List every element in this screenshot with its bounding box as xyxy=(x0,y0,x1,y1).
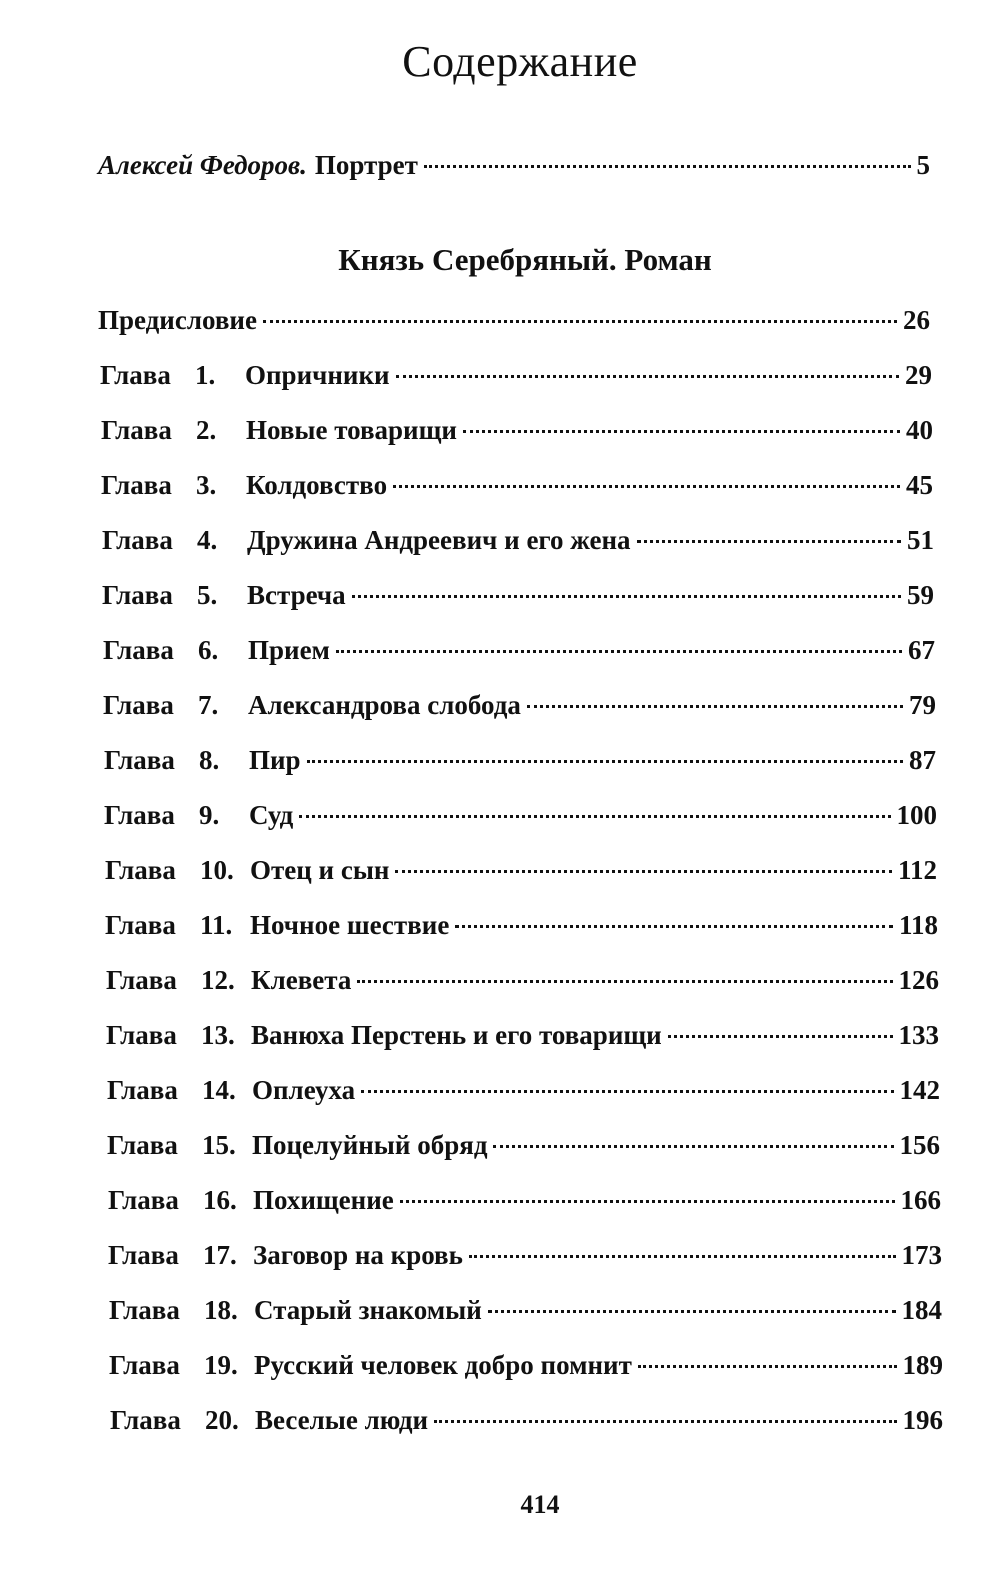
chapter-label: Глава xyxy=(104,745,175,775)
chapter-number: 5. xyxy=(197,580,218,610)
page-number: 414 xyxy=(520,1490,560,1519)
page-title: Содержание xyxy=(402,37,638,86)
toc-entry-chapter[interactable] xyxy=(101,415,933,446)
entry-page: 51 xyxy=(907,525,934,555)
dot-leader xyxy=(393,485,900,488)
dot-leader xyxy=(361,1090,893,1093)
entry-page: 29 xyxy=(905,360,932,390)
entry-title: Веселые люди xyxy=(255,1405,429,1435)
chapter-label: Глава xyxy=(105,910,176,940)
toc-entry-chapter[interactable] xyxy=(109,1295,942,1326)
entry-title: Прием xyxy=(248,635,330,665)
chapter-label: Глава xyxy=(108,1240,179,1270)
dot-leader xyxy=(527,705,903,708)
dot-leader xyxy=(395,870,892,873)
chapter-number: 7. xyxy=(198,690,219,720)
toc-entry-chapter[interactable] xyxy=(107,1075,940,1106)
entry-title: Ночное шествие xyxy=(250,910,450,940)
toc-entry-chapter[interactable] xyxy=(102,525,934,556)
chapter-label: Глава xyxy=(100,360,171,390)
toc-entry-chapter[interactable] xyxy=(101,470,933,501)
toc-entry-chapter[interactable] xyxy=(108,1185,941,1216)
chapter-number: 17. xyxy=(203,1240,237,1270)
toc-entry-chapter[interactable] xyxy=(104,800,937,831)
toc-entry-chapter[interactable] xyxy=(105,855,937,886)
toc-entry-chapter[interactable] xyxy=(102,580,934,611)
chapter-label: Глава xyxy=(105,855,176,885)
dot-leader xyxy=(396,375,899,378)
entry-title: Новые товарищи xyxy=(246,415,457,445)
dot-leader xyxy=(469,1255,896,1258)
dot-leader xyxy=(336,650,902,653)
entry-title: Похищение xyxy=(253,1185,394,1215)
entry-title: Ванюха Перстень и его товарищи xyxy=(251,1020,662,1050)
entry-title: Предисловие xyxy=(98,305,257,335)
entry-title: Александрова слобода xyxy=(248,690,521,720)
entry-title: Отец и сын xyxy=(250,855,390,885)
toc-entry-chapter[interactable] xyxy=(100,360,932,391)
toc-entry-chapter[interactable] xyxy=(105,910,938,941)
dot-leader xyxy=(434,1420,896,1423)
toc-entry-chapter[interactable] xyxy=(109,1350,943,1381)
chapter-number: 11. xyxy=(200,910,233,940)
entry-title: Портрет xyxy=(314,150,418,180)
entry-page: 45 xyxy=(906,470,933,500)
entry-title: Пир xyxy=(249,745,301,775)
entry-page: 87 xyxy=(909,745,936,775)
entry-page: 67 xyxy=(908,635,935,665)
toc-entry-chapter[interactable] xyxy=(107,1130,940,1161)
toc-entry-preface[interactable] xyxy=(98,305,930,336)
chapter-label: Глава xyxy=(104,800,175,830)
dot-leader xyxy=(463,430,900,433)
entry-title: Встреча xyxy=(247,580,346,610)
dot-leader xyxy=(357,980,892,983)
entry-page: 118 xyxy=(898,910,938,940)
entry-page: 133 xyxy=(898,1020,939,1050)
chapter-label: Глава xyxy=(107,1075,178,1105)
entry-title: Клевета xyxy=(251,965,352,995)
dot-leader xyxy=(352,595,901,598)
entry-title: Старый знакомый xyxy=(254,1295,482,1325)
chapter-number: 20. xyxy=(205,1405,239,1435)
entry-page: 173 xyxy=(901,1240,942,1270)
toc-entry-portrait[interactable] xyxy=(98,150,930,181)
dot-leader xyxy=(488,1310,896,1313)
dot-leader xyxy=(299,815,890,818)
chapter-label: Глава xyxy=(103,635,174,665)
chapter-number: 16. xyxy=(203,1185,237,1215)
dot-leader xyxy=(455,925,893,928)
entry-page: 189 xyxy=(902,1350,943,1380)
chapter-number: 15. xyxy=(202,1130,236,1160)
dot-leader xyxy=(493,1145,893,1148)
chapter-label: Глава xyxy=(109,1295,180,1325)
chapter-label: Глава xyxy=(109,1350,180,1380)
entry-page: 59 xyxy=(907,580,934,610)
chapter-label: Глава xyxy=(103,690,174,720)
chapter-label: Глава xyxy=(108,1185,179,1215)
entry-author: Алексей Федоров. xyxy=(98,150,307,180)
chapter-label: Глава xyxy=(110,1405,181,1435)
chapter-number: 10. xyxy=(200,855,234,885)
entry-title: Опричники xyxy=(245,360,390,390)
entry-page: 126 xyxy=(898,965,939,995)
entry-page: 142 xyxy=(899,1075,940,1105)
toc-entry-chapter[interactable] xyxy=(108,1240,942,1271)
entry-title: Колдовство xyxy=(246,470,388,500)
dot-leader xyxy=(400,1200,895,1203)
entry-page: 166 xyxy=(900,1185,941,1215)
dot-leader xyxy=(638,1365,897,1368)
entry-title: Дружина Андреевич и его жена xyxy=(247,525,631,555)
entry-page: 100 xyxy=(896,800,937,830)
chapter-number: 18. xyxy=(204,1295,238,1325)
chapter-number: 19. xyxy=(204,1350,238,1380)
toc-entry-chapter[interactable] xyxy=(103,635,935,666)
toc-entry-chapter[interactable] xyxy=(106,1020,939,1051)
chapter-label: Глава xyxy=(101,470,172,500)
entry-page: 26 xyxy=(903,305,930,335)
chapter-number: 14. xyxy=(202,1075,236,1105)
chapter-number: 13. xyxy=(201,1020,235,1050)
toc-entry-chapter[interactable] xyxy=(110,1405,943,1436)
chapter-number: 9. xyxy=(199,800,220,830)
dot-leader xyxy=(307,760,903,763)
chapter-number: 1. xyxy=(195,360,216,390)
entry-page: 156 xyxy=(899,1130,940,1160)
entry-page: 196 xyxy=(902,1405,943,1435)
chapter-number: 8. xyxy=(199,745,220,775)
entry-title: Заговор на кровь xyxy=(253,1240,463,1270)
dot-leader xyxy=(668,1035,893,1038)
chapter-label: Глава xyxy=(101,415,172,445)
chapter-number: 12. xyxy=(201,965,235,995)
dot-leader xyxy=(424,165,911,168)
entry-title: Оплеуха xyxy=(252,1075,356,1105)
chapter-label: Глава xyxy=(102,580,173,610)
dot-leader xyxy=(637,540,901,543)
chapter-number: 2. xyxy=(196,415,217,445)
toc-entry-chapter[interactable] xyxy=(104,745,936,776)
entry-title: Суд xyxy=(249,800,294,830)
chapter-number: 4. xyxy=(197,525,218,555)
toc-entry-chapter[interactable] xyxy=(103,690,936,721)
chapter-number: 6. xyxy=(198,635,219,665)
entry-title: Русский человек добро помнит xyxy=(254,1350,632,1380)
dot-leader xyxy=(263,320,897,323)
chapter-label: Глава xyxy=(107,1130,178,1160)
entry-page: 112 xyxy=(897,855,937,885)
section-title: Князь Серебряный. Роман xyxy=(338,242,712,277)
entry-page: 5 xyxy=(916,150,930,180)
chapter-label: Глава xyxy=(106,965,177,995)
entry-page: 184 xyxy=(901,1295,942,1325)
chapter-label: Глава xyxy=(102,525,173,555)
entry-page: 40 xyxy=(906,415,933,445)
entry-title: Поцелуйный обряд xyxy=(252,1130,488,1160)
chapter-label: Глава xyxy=(106,1020,177,1050)
chapter-number: 3. xyxy=(196,470,217,500)
toc-entry-chapter[interactable] xyxy=(106,965,939,996)
entry-page: 79 xyxy=(909,690,936,720)
